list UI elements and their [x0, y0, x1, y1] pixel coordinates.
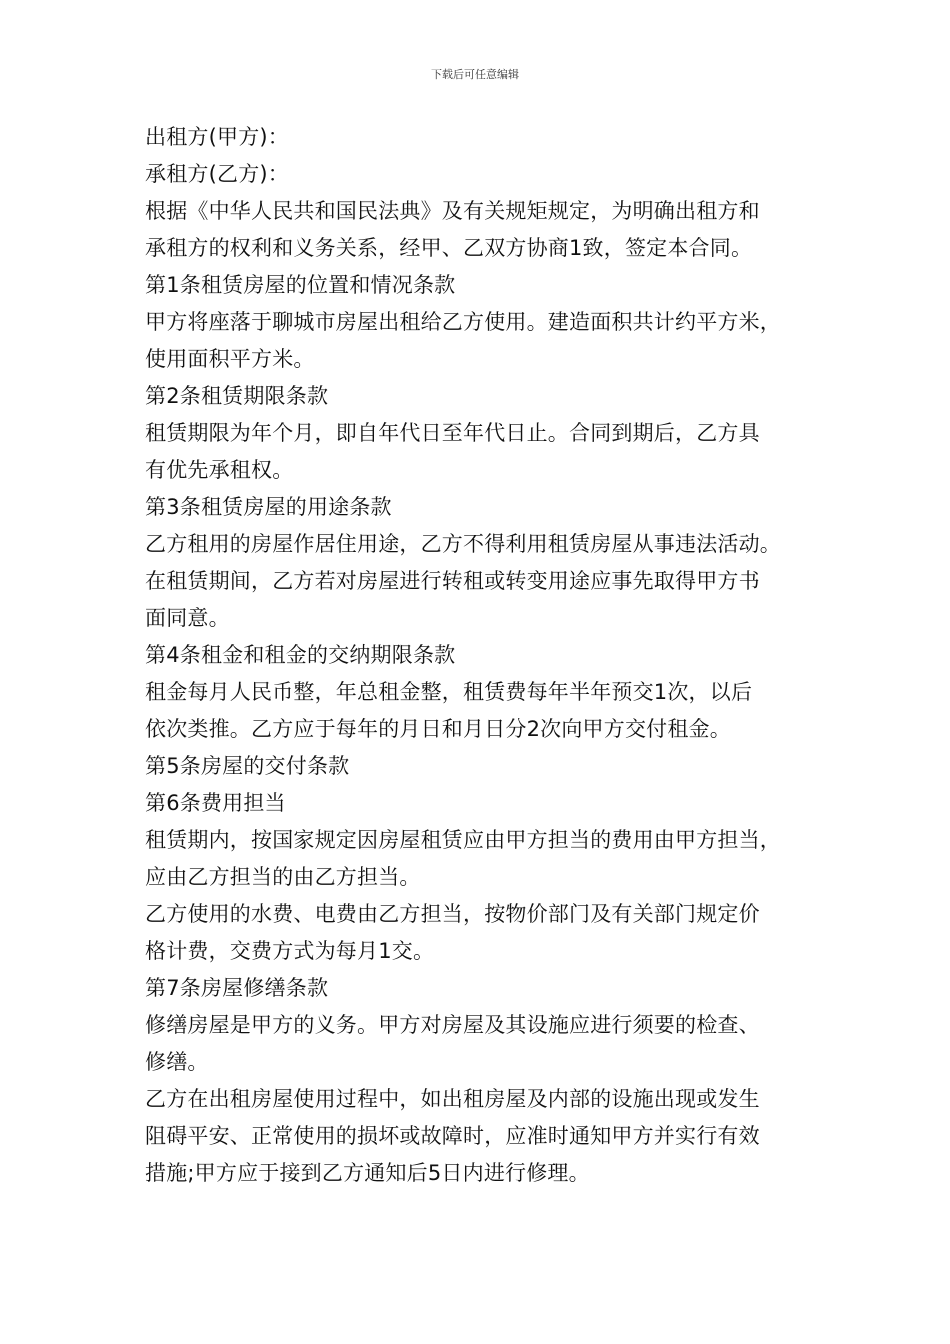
text-line: 乙方租用的房屋作居住用途，乙方不得利用租赁房屋从事违法活动。: [145, 532, 781, 556]
text-line: 甲方将座落于聊城市房屋出租给乙方使用。建造面积共计约平方米，: [145, 310, 781, 334]
section-heading: 第1条租赁房屋的位置和情况条款: [145, 273, 456, 297]
text-line: 承租方(乙方)：: [145, 162, 289, 186]
text-line: 租金每月人民币整，年总租金整，租赁费每年半年预交1次，以后: [145, 680, 753, 704]
section-heading: 第7条房屋修缮条款: [145, 976, 329, 1000]
text-line: 乙方使用的水费、电费由乙方担当，按物价部门及有关部门规定价: [145, 902, 760, 926]
text-line: 租赁期限为年个月，即自年代日至年代日止。合同到期后，乙方具: [145, 421, 760, 445]
text-line: 根据《中华人民共和国民法典》及有关规矩规定，为明确出租方和: [145, 199, 760, 223]
text-line: 应由乙方担当的由乙方担当。: [145, 865, 421, 889]
text-line: 使用面积平方米。: [145, 347, 315, 371]
text-line: 租赁期内，按国家规定因房屋租赁应由甲方担当的费用由甲方担当，: [145, 828, 781, 852]
section-heading: 第4条租金和租金的交纳期限条款: [145, 643, 456, 667]
section-heading: 第6条费用担当: [145, 791, 286, 815]
contract-body: [145, 119, 835, 1192]
page-header-note: 下载后可任意编辑: [431, 68, 519, 81]
text-line: 阻碍平安、正常使用的损坏或故障时，应准时通知甲方并实行有效: [145, 1124, 760, 1148]
text-line: 在租赁期间，乙方若对房屋进行转租或转变用途应事先取得甲方书: [145, 569, 760, 593]
text-line: 面同意。: [145, 606, 230, 630]
text-line: 修缮。: [145, 1050, 209, 1074]
section-heading: 第3条租赁房屋的用途条款: [145, 495, 392, 519]
text-line: 有优先承租权。: [145, 458, 294, 482]
section-heading: 第5条房屋的交付条款: [145, 754, 350, 778]
text-line: 格计费，交费方式为每月1交。: [145, 939, 435, 963]
text-line: 出租方(甲方)：: [145, 125, 289, 149]
text-line: 依次类推。乙方应于每年的月日和月日分2次向甲方交付租金。: [145, 717, 731, 741]
text-line: 承租方的权利和义务关系，经甲、乙双方协商1致，签定本合同。: [145, 236, 753, 260]
text-line: 修缮房屋是甲方的义务。甲方对房屋及其设施应进行须要的检查、: [145, 1013, 760, 1037]
text-line: 措施;甲方应于接到乙方通知后5日内进行修理。: [145, 1161, 590, 1185]
section-heading: 第2条租赁期限条款: [145, 384, 329, 408]
text-line: 乙方在出租房屋使用过程中，如出租房屋及内部的设施出现或发生: [145, 1087, 760, 1111]
